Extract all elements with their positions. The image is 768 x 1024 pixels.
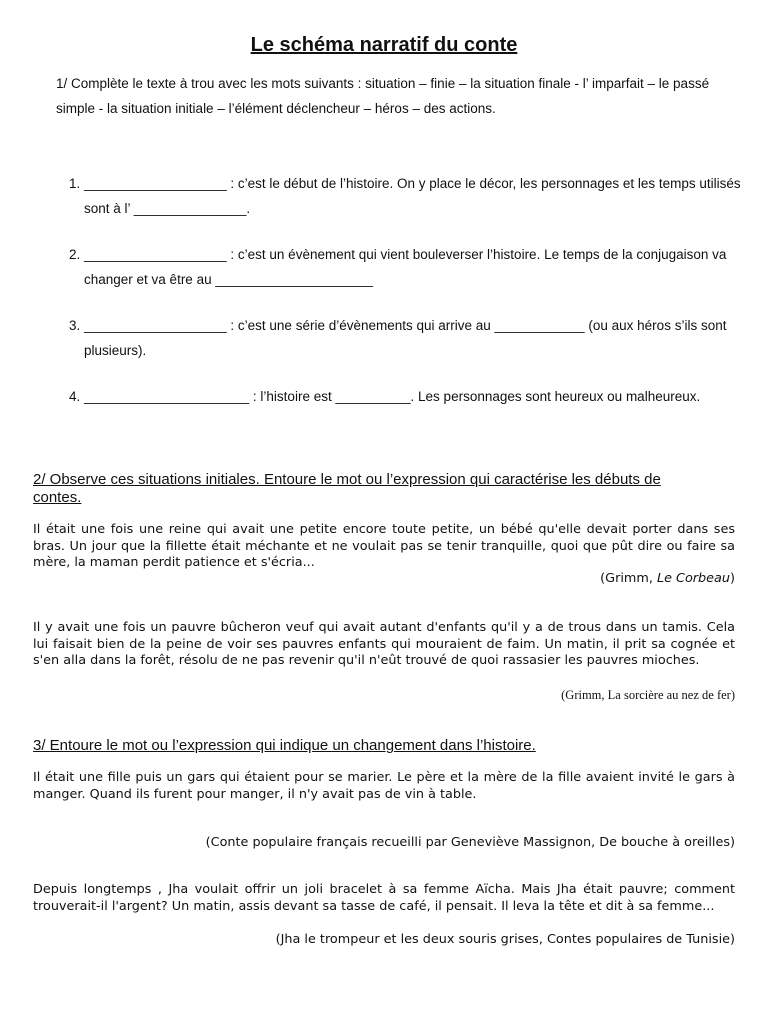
fill-in-item-2: 2. ___________________ : c’est un évènement qui vient bouleverser l’histoire. Le temps de la conjugaison va changer et va être au _____________________ xyxy=(84,243,764,292)
exercise2-text-1: Il était une fois une reine qui avait une petite encore toute petite, un bébé qu'elle devait porter dans ses bras. Un jour que la fillette était méchante et ne voulait pas se tenir tranquille, quoi que pût dire ou faire sa mère, la maman perdit patience et s'écria... xyxy=(33,522,735,570)
source-suffix: ) xyxy=(730,571,735,586)
source-title: Le Corbeau xyxy=(656,571,730,586)
exercise2-text-2: Il y avait une fois un pauvre bûcheron veuf qui avait autant d'enfants qu'il y a de trous dans un tamis. Cela lui faisait bien de la peine de voir ses pauvres enfants qui mouraient de faim. Un matin, il prit sa cognée et s'en alla dans la forêt, résolu de ne pas revenir qu'il n'eût trouvé de quoi rassasier les pauvres mioches. xyxy=(33,620,735,668)
fill-in-item-3: 3. ___________________ : c’est une série d’évènements qui arrive au ____________ (ou aux héros s’ils sont plusieurs). xyxy=(84,314,764,363)
exercise1-instruction: 1/ Complète le texte à trou avec les mots suivants : situation – finie – la situation finale - l’ imparfait – le passé simple - la situation initiale – l’élément déclencheur – héros – des actions. xyxy=(56,76,710,116)
exercise2-source-1 xyxy=(600,571,735,587)
exercise3-text-1: Il était une fille puis un gars qui étaient pour se marier. Le père et la mère de la fille avaient invité le gars à manger. Quand ils furent pour manger, il n'y avait pas de vin à table. xyxy=(33,770,735,802)
exercise3-title: 3/ Entoure le mot ou l’expression qui indique un changement dans l’histoire. xyxy=(33,737,536,754)
page-title: Le schéma narratif du conte xyxy=(250,34,518,56)
fill-in-list xyxy=(56,172,764,432)
exercise2-source-2: (Grimm, La sorcière au nez de fer) xyxy=(561,688,735,702)
exercise2-title: 2/ Observe ces situations initiales. Entoure le mot ou l’expression qui caractérise les débuts de contes. xyxy=(33,471,661,506)
exercise3-source-2: (Jha le trompeur et les deux souris grises, Contes populaires de Tunisie) xyxy=(275,932,735,947)
fill-in-item-4: 4. ______________________ : l’histoire est __________. Les personnages sont heureux ou malheureux. xyxy=(84,385,764,410)
exercise3-source-1: (Conte populaire français recueilli par Geneviève Massignon, De bouche à oreilles) xyxy=(205,835,735,850)
exercise3-text-2: Depuis longtemps , Jha voulait offrir un joli bracelet à sa femme Aïcha. Mais Jha était pauvre; comment trouverait-il l'argent? Un matin, assis devant sa tasse de café, il pensait. Il leva la tête et dit à sa femme... xyxy=(33,882,735,914)
fill-in-item-1: 1. ___________________ : c’est le début de l’histoire. On y place le décor, les personnages et les temps utilisés sont à l’ _______________. xyxy=(84,172,764,221)
source-prefix: (Grimm, xyxy=(600,571,657,586)
